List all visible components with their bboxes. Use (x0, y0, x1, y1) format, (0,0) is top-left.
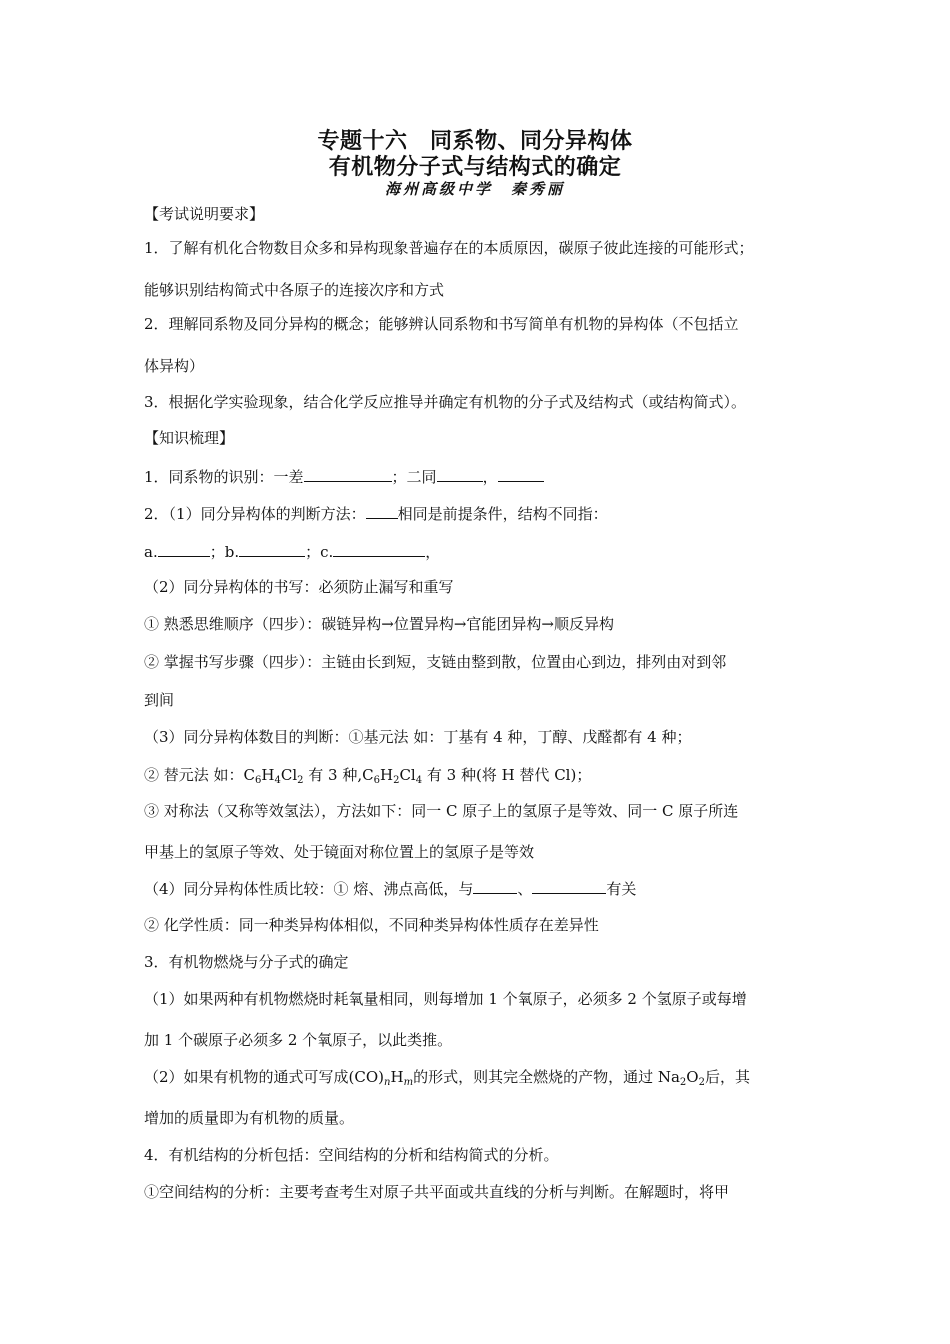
blank-c[interactable] (333, 541, 425, 557)
knowledge-3: 3．有机物燃烧与分子式的确定 (144, 953, 349, 971)
k24-text-b: 、 (517, 880, 533, 898)
k32-text: 后，其 (704, 1068, 750, 1086)
knowledge-2-2-2b: 到间 (144, 691, 175, 709)
abc-text-a: a. (144, 543, 158, 561)
title-line-1: 专题十六 同系物、同分异构体 (317, 129, 633, 154)
subscript: 2 (393, 775, 400, 786)
knowledge-2-3: （3）同分异构体数目的判断：①基元法 如：丁基有 4 种，丁醇、戊醛都有 4 种； (144, 728, 692, 746)
subscript: 6 (373, 775, 380, 786)
blank-b[interactable] (239, 541, 305, 557)
subscript: 2 (297, 775, 304, 786)
requirement-2b: 体异构） (144, 357, 205, 375)
formula-text: 有 3 种(将 H 替代 Cl)； (422, 766, 592, 784)
knowledge-3-1a: （1）如果两种有机物燃烧时耗氧量相同，则每增加 1 个氧原子，必须多 2 个氢原子或每增 (144, 990, 747, 1008)
formula-text: Cl (399, 766, 416, 784)
abc-text-b: ；b. (209, 543, 240, 561)
formula-text: H (261, 766, 275, 784)
knowledge-4: 4．有机结构的分析包括：空间结构的分析和结构简式的分析。 (144, 1146, 559, 1164)
subscript: 4 (274, 775, 281, 786)
blank-6[interactable] (532, 878, 606, 894)
subscript: n (384, 1077, 391, 1088)
knowledge-2-abc (144, 541, 824, 562)
subscript: 6 (255, 775, 262, 786)
knowledge-2-4-2: ② 化学性质：同一种类异构体相似，不同种类异构体性质存在差异性 (144, 916, 599, 934)
requirement-2a: 2．理解同系物及同分异构的概念；能够辨认同系物和书写简单有机物的异构体（不包括立 (144, 315, 739, 333)
blank-4[interactable] (366, 503, 398, 519)
blank-2[interactable] (437, 466, 483, 482)
requirement-1b: 能够识别结构简式中各原子的连接次序和方式 (144, 281, 445, 299)
k32-text: H (390, 1068, 404, 1086)
abc-text-d: ， (425, 543, 441, 561)
knowledge-2-3-2 (144, 765, 824, 791)
abc-text-c: ；c. (305, 543, 334, 561)
author-line: 海州高级中学 秦秀丽 (384, 180, 565, 198)
knowledge-2-1 (144, 503, 824, 524)
knowledge-3-1b: 加 1 个碳原子必须多 2 个氧原子，以此类推。 (144, 1031, 453, 1049)
formula-text: H (379, 766, 394, 784)
formula-text: ② 替元法 如：C (144, 766, 256, 784)
k1-text-c: ， (482, 468, 498, 486)
knowledge-2-3-3a: ③ 对称法（又称等效氢法），方法如下：同一 C 原子上的氢原子是等效、同一 C 原子所连 (144, 802, 739, 820)
knowledge-4-1: ①空间结构的分析：主要考查考生对原子共平面或共直线的分析与判断。在解题时，将甲 (144, 1183, 730, 1201)
formula-text: 有 3 种,C (303, 766, 374, 784)
k24-text-c: 有关 (606, 880, 637, 898)
subscript: 2 (698, 1077, 705, 1088)
knowledge-2-2: （2）同分异构体的书写：必须防止漏写和重写 (144, 578, 454, 596)
blank-3[interactable] (498, 466, 544, 482)
k1-text-a: 1．同系物的识别：一差 (144, 468, 304, 486)
k24-text-a: （4）同分异构体性质比较：① 熔、沸点高低，与 (144, 880, 474, 898)
requirement-3: 3．根据化学实验现象，结合化学反应推导并确定有机物的分子式及结构式（或结构简式）。 (144, 393, 747, 411)
k2-text-a: 2．（1）同分异构体的判断方法： (144, 505, 366, 523)
title-line-2: 有机物分子式与结构式的确定 (328, 155, 622, 180)
k32-text: 的形式，则其完全燃烧的产物，通过 Na (413, 1068, 680, 1086)
exam-requirements-header: 【考试说明要求】 (144, 205, 265, 223)
blank-5[interactable] (473, 878, 517, 894)
knowledge-header: 【知识梳理】 (144, 429, 235, 447)
k32-text: （2）如果有机物的通式可写成(CO) (144, 1068, 385, 1086)
requirement-1a: 1．了解有机化合物数目众多和异构现象普遍存在的本质原因，碳原子彼此连接的可能形式； (144, 239, 754, 257)
subscript: m (403, 1077, 414, 1088)
formula-text: Cl (280, 766, 298, 784)
knowledge-2-4 (144, 878, 824, 899)
knowledge-2-3-3b: 甲基上的氢原子等效、处于镜面对称位置上的氢原子是等效 (144, 843, 535, 861)
k2-text-b: 相同是前提条件，结构不同指： (397, 505, 608, 523)
k1-text-b: ；二同 (391, 468, 437, 486)
k32-text: O (686, 1068, 699, 1086)
blank-a[interactable] (158, 541, 210, 557)
blank-1[interactable] (304, 466, 392, 482)
knowledge-1 (144, 466, 824, 487)
knowledge-2-2-1: ① 熟悉思维顺序（四步）：碳链异构→位置异构→官能团异构→顺反异构 (144, 615, 614, 633)
knowledge-3-2a (144, 1067, 824, 1093)
subscript: 4 (415, 775, 423, 786)
knowledge-2-2-2a: ② 掌握书写步骤（四步）：主链由长到短，支链由整到散，位置由心到边，排列由对到邻 (144, 653, 727, 671)
knowledge-3-2b: 增加的质量即为有机物的质量。 (144, 1109, 355, 1127)
subscript: 2 (679, 1077, 687, 1088)
